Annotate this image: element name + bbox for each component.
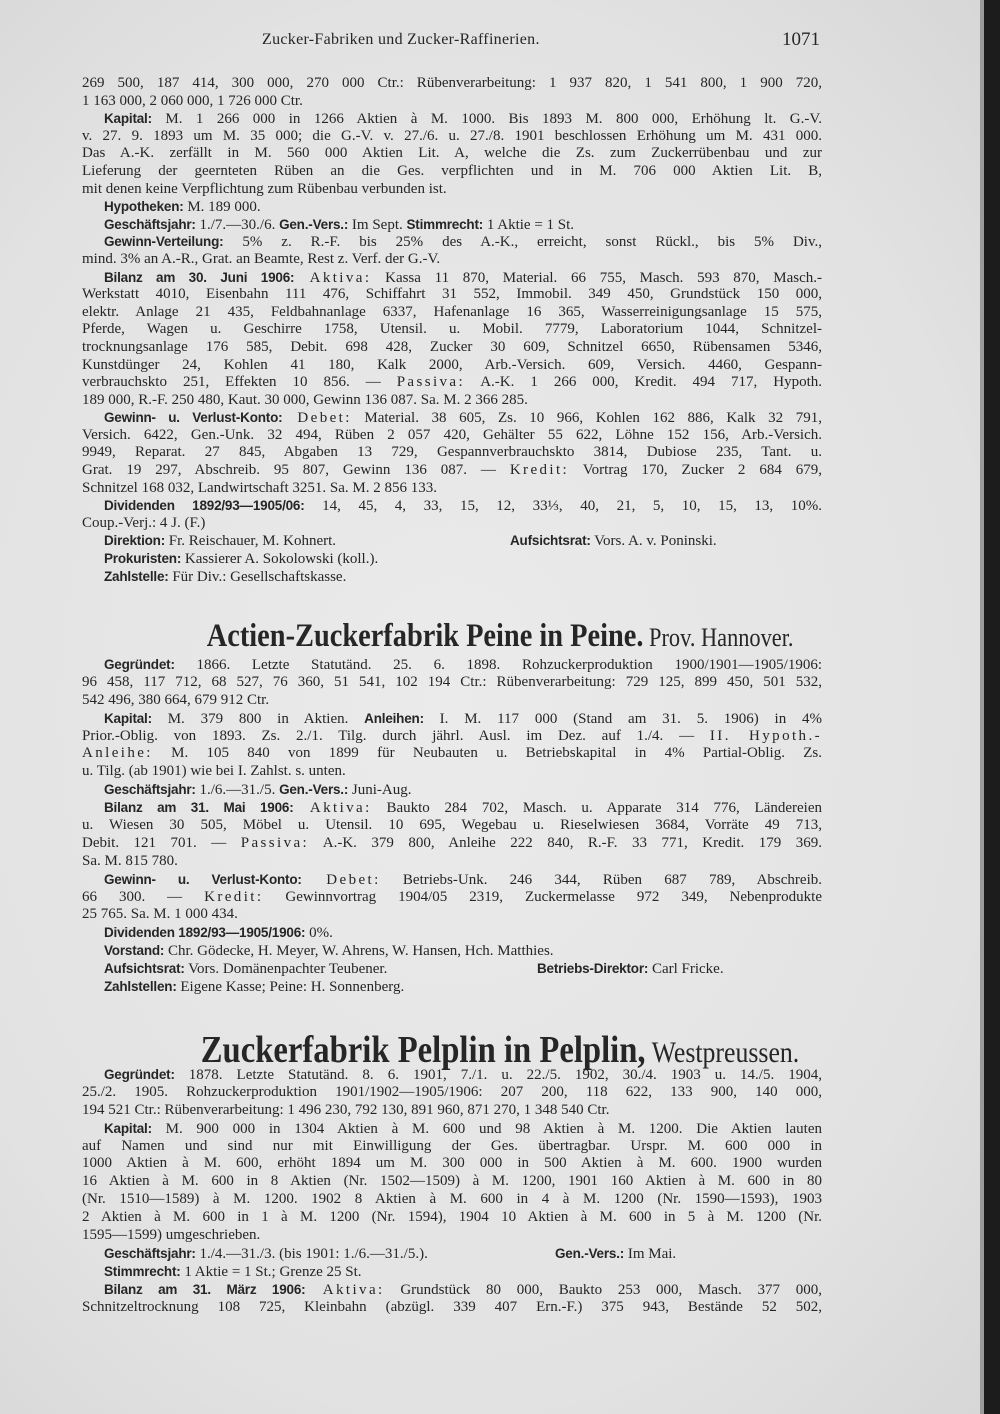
field-label: Kapital: [104,111,152,127]
heading-bold: Actien-Zuckerfabrik Peine in Peine. [206,618,644,654]
field-text: 1878. Letzte Statutänd. 8. 6. 1901, 7./1. u. 22./5. 1902, 30./4. 1903 u. 14./5. 1904, [174,1067,822,1083]
field-text: v. 27. 9. 1893 um M. 35 000; die G.-V. v. 27./6. u. 27./8. 1901 beschlossen Erhöhung um M. 431 000. [82,127,822,144]
text-line [82,1299,822,1317]
spaced-label: Anleihe: [82,745,153,762]
text-line [82,889,822,907]
text-line [82,532,822,550]
field-text: M. 105 840 von 1899 für Neubauten u. Betriebskapital in 4% Partial-Oblig. Zs. [152,745,822,762]
entry-pelplin-section [82,1066,822,1316]
field-text: A.-K. 1 266 000, Kredit. 494 717, Hypoth. [465,374,823,391]
field-text: 2 Aktien à M. 600 in 1 à M. 1200 (Nr. 1594), 1904 10 Aktien à M. 600 in 5 à M. 1200 (Nr. [82,1209,822,1226]
field-text: 1 163 000, 2 060 000, 1 726 000 Ctr. [82,92,303,109]
field-text: (Nr. 1510—1589) à M. 1200. 1902 8 Aktien à M. 600 in 4 à M. 1200 (Nr. 1590—1593), 1903 [82,1191,822,1208]
field-text: Pferde, Wagen u. Geschirre 1758, Utensil. u. Mobil. 7779, Laboratorium 1044, Schnitzel- [82,321,822,338]
field-text: Chr. Gödecke, H. Meyer, W. Ahrens, W. Hansen, Hch. Matthies. [164,943,554,960]
field-label: Geschäftsjahr: [104,782,196,798]
field-text: verbrauchskto 251, Effekten 10 856. — [82,374,397,391]
text-line [82,550,822,568]
field-text: 1./4.—31./3. (bis 1901: 1./6.—31./5.). [195,1245,428,1262]
text-line [82,110,822,128]
field-text: Prior.-Oblig. von 1893. Zs. 2./1. Tilg. durch jährl. Ausl. im Dez. auf 1./4. — [82,727,710,744]
field-label: Aufsichtsrat: [104,961,185,977]
text-line [82,1227,822,1245]
field-text: Juni-Aug. [348,782,412,799]
text-line [82,1263,822,1281]
field-text: Eigene Kasse; Peine: H. Sonnenberg. [176,979,405,996]
text-line [82,444,822,462]
text-line [82,871,822,889]
field-label: Bilanz am 31. Mai 1906: [104,800,294,816]
field-label: Gen.-Vers.: [279,782,349,798]
spaced-label: Passiva: [240,834,310,851]
field-text: trocknungsanlage 176 585, Debit. 698 428, Zucker 30 609, Schnitzel 6650, Rübensamen 5346, [82,338,822,355]
field-text: Grundstück 80 000, Baukto 253 000, Masch. 377 000, [384,1281,822,1298]
field-text: 96 458, 117 712, 68 527, 76 360, 51 541, 102 194 Ctr.: Rübenverarbeitung: 729 125, 899 450, 501 532, [82,673,822,690]
field-text: mit denen keine Verpflichtung zum Rübenbau verbunden ist. [82,180,447,197]
page-number: 1071 [782,29,820,50]
text-line [82,286,822,304]
text-line [82,93,822,111]
field-label: Geschäftsjahr: [104,216,196,232]
text-line [82,409,822,427]
spaced-label: Debet: [301,871,381,888]
scan-border [984,0,1000,1414]
text-line [82,781,822,799]
text-line [82,1084,822,1102]
text-line [82,145,822,163]
field-text: A.-K. 379 800, Anleihe 222 840, R.-F. 33 771, Kredit. 179 369. [309,834,823,851]
text-line [82,497,822,515]
spaced-label: II. Hypoth.- [709,727,822,744]
text-line [82,1155,822,1173]
field-text: I. M. 117 000 (Stand am 31. 5. 1906) in 4% [423,710,823,727]
field-text: 1 Aktie = 1 St. [483,216,575,233]
field-text: 1000 Aktien à M. 600, erhöht 1894 um M. 300 000 in 500 Aktien à M. 600. 1900 wurden [82,1155,822,1172]
text-line [82,233,822,251]
field-text: Schnitzeltrocknung 108 725, Kleinbahn (abzügl. 339 407 Ern.-F.) 375 943, Bestände 52 502, [82,1298,822,1315]
text-line [82,374,822,392]
text-line [82,906,822,924]
text-line [82,1245,822,1263]
text-line [82,480,822,498]
field-label: Gen.-Vers.: [279,216,349,232]
field-text: 1./6.—31./5. [195,782,280,799]
field-label: Aufsichtsrat: [510,533,591,549]
text-line [82,692,822,710]
field-text: M. 379 800 in Aktien. [151,710,365,727]
entry-heading-peine [0,618,1000,655]
text-line [82,835,822,853]
spaced-label: Debet: [282,410,352,427]
field-text: 0%. [305,925,333,942]
field-label: Dividenden 1892/93—1905/1906: [104,925,306,941]
text-line [82,1191,822,1209]
field-text: Betriebs-Unk. 246 344, Rüben 687 789, Abschreib. [380,871,822,888]
field-text: Sa. M. 815 780. [82,852,178,869]
field-text: 1866. Letzte Statutänd. 25. 6. 1898. Rohzuckerproduktion 1900/1901—1905/1906: [174,657,822,673]
field-text: Im Mai. [624,1245,677,1262]
text-line [82,656,822,674]
text-line [82,75,822,93]
text-line [82,568,822,586]
field-text: Vortrag 170, Zucker 2 684 679, [569,462,823,479]
spaced-label: Aktiva: [294,269,372,286]
field-text: Debit. 121 701. — [82,834,241,851]
text-line [82,853,822,871]
field-text: mind. 3% an A.-R., Grat. an Beamte, Rest z. Verf. der G.-V. [82,250,441,267]
field-text: 16 Aktien à M. 600 in 8 Aktien (Nr. 1502—1509) à M. 1200, 1901 160 Aktien à M. 600 in 80 [82,1173,822,1190]
field-label: Kapital: [104,710,152,726]
field-text: Carl Fricke. [648,961,724,978]
field-label: Dividenden 1892/93—1905/06: [104,498,305,514]
heading-region: Westpreussen. [645,1036,800,1069]
field-text: 1595—1599) umgeschrieben. [82,1227,261,1244]
field-label: Prokuristen: [104,551,182,567]
field-text: Versich. 6422, Gen.-Unk. 32 494, Rüben 2 057 420, Gehälter 55 622, Löhne 152 156, Arb.-Versich. [82,426,822,443]
text-line [82,462,822,480]
text-line [82,1173,822,1191]
field-text: 194 521 Ctr.: Rübenverarbeitung: 1 496 230, 792 130, 891 960, 871 270, 1 348 540 Ctr. [82,1101,610,1118]
text-line [82,1120,822,1138]
field-text: Das A.-K. zerfällt in M. 560 000 Aktien Lit. A, welche die Zs. zum Zuckerrübenbau und zur [82,145,822,162]
spaced-label: Aktiva: [293,800,372,817]
field-text: Für Div.: Gesellschaftskasse. [168,568,347,585]
field-text: Fr. Reischauer, M. Kohnert. [165,533,337,550]
text-line [82,1066,822,1084]
text-line [82,198,822,216]
field-text: Coup.-Verj.: 4 J. (F.) [82,514,206,531]
text-line [82,1209,822,1227]
entry-continued-section [82,75,822,585]
heading-bold: Zuckerfabrik Pelplin in Pelplin, [200,1029,646,1071]
field-label: Gen.-Vers.: [555,1245,625,1261]
text-line [82,745,822,763]
field-label: Bilanz am 31. März 1906: [104,1281,306,1297]
text-line [82,321,822,339]
text-line [82,339,822,357]
field-text: Baukto 284 702, Masch. u. Apparate 314 776, Ländereien [371,800,822,817]
field-text: 269 500, 187 414, 300 000, 270 000 Ctr.: Rübenverarbeitung: 1 937 820, 1 541 800, 1 900 720, [82,75,822,91]
field-text: 1 Aktie = 1 St.; Grenze 25 St. [180,1263,362,1280]
text-line [82,392,822,410]
right-column-field [510,532,717,551]
right-column-field [555,1245,676,1264]
text-line [82,181,822,199]
text-line [82,269,822,287]
field-label: Hypotheken: [104,199,184,215]
field-text: Kunstdünger 24, Kohlen 41 180, Kalk 2000, Arb.-Versich. 609, Versich. 4460, Gespann- [82,356,822,373]
field-label: Anleihen: [364,710,424,726]
spaced-label: Kredit: [509,462,570,479]
field-label: Zahlstellen: [104,979,177,995]
text-line [82,304,822,322]
field-text: 25 765. Sa. M. 1 000 434. [82,906,238,923]
field-text: 9949, Reparat. 27 845, Abgaben 13 729, Gespannverbrauchskto 3814, Dubiose 235, Tant. u. [82,444,822,461]
field-text: M. 1 266 000 in 1266 Aktien à M. 1000. Bis 1893 M. 800 000, Erhöhung lt. G.-V. [151,111,822,128]
entry-peine-section [82,656,822,996]
text-line [82,1138,822,1156]
text-line [82,924,822,942]
text-line [82,674,822,692]
text-line [82,515,822,533]
field-text: Lieferung der geernteten Rüben an die Ges. verpflichten und in M. 706 000 Aktien Lit. B, [82,162,822,179]
field-text: elektr. Anlage 21 435, Feldbahnanlage 6337, Hafenanlage 16 365, Wasserreinigungsanlage 15 575, [82,303,822,320]
running-head: Zucker-Fabriken und Zucker-Raffinerien. [262,31,540,48]
text-line [82,942,822,960]
field-text: Material. 38 605, Zs. 10 966, Kohlen 162 886, Kalk 32 791, [351,410,822,427]
text-line [82,799,822,817]
field-text: M. 189 000. [183,199,261,216]
text-line [82,1281,822,1299]
text-line [82,163,822,181]
text-line [82,251,822,269]
field-label: Gegründet: [104,1067,175,1082]
field-text: 189 000, R.-F. 250 480, Kaut. 30 000, Gewinn 136 087. Sa. M. 2 366 285. [82,391,528,408]
text-line [82,978,822,996]
field-label: Bilanz am 30. Juni 1906: [104,269,295,285]
text-line [82,216,822,234]
field-label: Stimmrecht: [406,216,484,232]
text-line [82,728,822,746]
field-label: Geschäftsjahr: [104,1245,196,1261]
spaced-label: Aktiva: [305,1281,385,1298]
text-line [82,817,822,835]
field-label: Gewinn- u. Verlust-Konto: [104,871,302,887]
text-line [82,427,822,445]
field-text: Kassa 11 870, Material. 66 755, Masch. 593 870, Masch.- [371,269,822,286]
field-text: Grat. 19 297, Abschreib. 95 807, Gewinn 136 087. — [82,462,510,479]
field-label: Zahlstelle: [104,568,169,584]
text-line [82,710,822,728]
field-label: Gewinn- u. Verlust-Konto: [104,410,283,426]
text-line [82,1102,822,1120]
field-text: 66 300. — [82,888,205,905]
text-line [82,357,822,375]
field-text: Vors. A. v. Poninski. [590,533,717,550]
text-line [82,763,822,781]
field-text: 1./7.—30./6. [195,216,280,233]
field-text: 25./2. 1905. Rohzuckerproduktion 1901/1902—1905/1906: 207 200, 118 622, 133 900, 140 000, [82,1083,822,1100]
text-line [82,960,822,978]
field-label: Kapital: [104,1120,152,1136]
field-text: 542 496, 380 664, 679 912 Ctr. [82,691,270,708]
field-label: Direktion: [104,533,166,549]
field-text: Schnitzel 168 032, Landwirtschaft 3251. Sa. M. 2 856 133. [82,479,437,496]
spaced-label: Kredit: [204,888,264,905]
field-label: Stimmrecht: [104,1263,181,1279]
field-text: 14, 45, 4, 33, 15, 12, 33⅓, 40, 21, 5, 10, 15, 13, 10%. [304,498,822,515]
field-text: Gewinnvortrag 1904/05 2319, Zuckermelasse 972 349, Nebenprodukte [263,888,823,905]
field-label: Gegründet: [104,657,175,672]
field-text: auf Namen und sind nur mit Einwilligung der Ges. übertragbar. Urspr. M. 600 000 in [82,1137,822,1154]
field-label: Betriebs-Direktor: [537,961,649,977]
field-text: u. Tilg. (ab 1901) wie bei I. Zahlst. s. unten. [82,763,346,780]
right-column-field [537,960,724,979]
field-text: M. 900 000 in 1304 Aktien à M. 600 und 98 Aktien à M. 1200. Die Aktien lauten [151,1120,822,1137]
field-text: Vors. Domänenpachter Teubener. [184,961,388,978]
field-label: Vorstand: [104,943,165,959]
field-text: u. Wiesen 30 505, Möbel u. Utensil. 10 695, Wegebau u. Rieselwiesen 3684, Vorräte 49 713, [82,817,822,834]
text-line [82,128,822,146]
spaced-label: Passiva: [396,374,466,391]
field-label: Gewinn-Verteilung: [104,234,224,250]
heading-region: Prov. Hannover. [643,623,794,652]
field-text: Werkstatt 4010, Eisenbahn 111 476, Schiffahrt 31 552, Immobil. 349 450, Grundstück 150 000, [82,286,822,303]
field-text: Im Sept. [348,216,407,233]
field-text: 5% z. R.-F. bis 25% des A.-K., erreicht, sonst Rückl., bis 5% Div., [223,234,822,251]
field-text: Kassierer A. Sokolowski (koll.). [181,551,379,568]
